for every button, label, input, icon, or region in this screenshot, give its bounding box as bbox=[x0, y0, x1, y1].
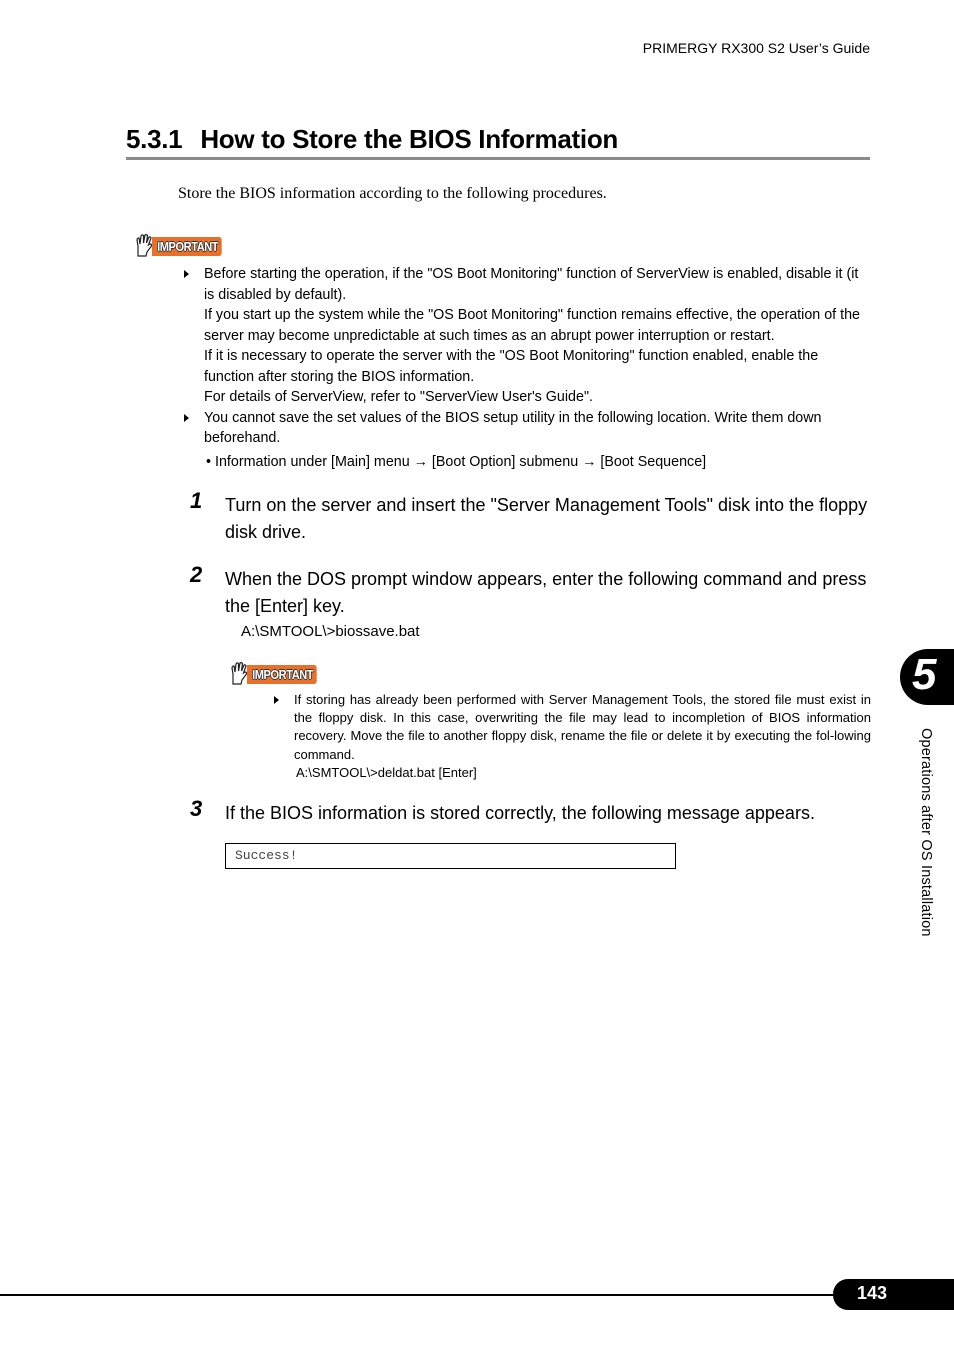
important-notes bbox=[270, 691, 871, 782]
header-guide-title: PRIMERGY RX300 S2 User’s Guide bbox=[642, 40, 870, 56]
triangle-bullet-icon bbox=[184, 270, 189, 278]
important-badge bbox=[134, 234, 234, 258]
note-line: Before starting the operation, if the "OS Boot Monitoring" function of ServerView is enabled, disable it (it is disabled by default). bbox=[204, 266, 859, 303]
list-item bbox=[180, 408, 870, 449]
step-number: 1 bbox=[190, 488, 203, 513]
section-number: 5.3.1 bbox=[126, 124, 183, 154]
sub-list-item: • Information under [Main] menu → [Boot Option] submenu → [Boot Sequence] bbox=[206, 453, 707, 470]
step-number: 2 bbox=[190, 562, 203, 587]
hand-icon bbox=[134, 234, 154, 258]
page-number: 143 bbox=[857, 1283, 888, 1303]
step-number: 3 bbox=[190, 796, 203, 821]
intro-text: Store the BIOS information according to the following procedures. bbox=[178, 185, 607, 202]
note-line: If storing has already been performed with Server Management Tools, the stored file must exist in the floppy disk. In this case, overwriting the file may lead to incompletion of BIOS information recovery. Move the file to another floppy disk, rename the file or delete it by executing the fol-lowing command. bbox=[294, 692, 871, 762]
section-heading bbox=[126, 124, 870, 160]
note-line: If it is necessary to operate the server with the "OS Boot Monitoring" function enabled, enable the function after storing the BIOS information. bbox=[204, 348, 819, 385]
chapter-number: 5 bbox=[912, 650, 937, 699]
important-label: IMPORTANT bbox=[152, 237, 222, 256]
section-title: How to Store the BIOS Information bbox=[200, 124, 618, 154]
page-number-badge bbox=[833, 1279, 954, 1310]
triangle-bullet-icon bbox=[184, 414, 189, 422]
command-text: A:\SMTOOL\>biossave.bat bbox=[241, 623, 420, 640]
list-item bbox=[180, 264, 870, 408]
step-text: If the BIOS information is stored correctly, the following message appears. bbox=[225, 803, 815, 823]
step-3 bbox=[190, 796, 870, 827]
note-line: If you start up the system while the "OS Boot Monitoring" function remains effective, the operation of the server may become unpredictable at such times as an abrupt power interruption or restart. bbox=[204, 307, 860, 344]
footer-rule bbox=[0, 1294, 954, 1296]
list-item bbox=[270, 691, 871, 782]
step-2 bbox=[190, 562, 870, 620]
triangle-bullet-icon bbox=[274, 696, 279, 704]
note-line: For details of ServerView, refer to "ServerView User's Guide". bbox=[204, 389, 593, 405]
step-1 bbox=[190, 488, 870, 546]
step-text: When the DOS prompt window appears, enter the following command and press the [Enter] key. bbox=[225, 569, 867, 616]
important-badge bbox=[229, 662, 329, 686]
important-label: IMPORTANT bbox=[247, 665, 317, 684]
chapter-title: Operations after OS Installation bbox=[918, 728, 934, 937]
message-box: Success! bbox=[225, 843, 676, 869]
hand-icon bbox=[229, 662, 249, 686]
important-notes bbox=[180, 264, 870, 472]
command-text: A:\SMTOOL\>deldat.bat [Enter] bbox=[296, 764, 477, 780]
step-text: Turn on the server and insert the "Server Management Tools" disk into the floppy disk drive. bbox=[225, 495, 868, 542]
chapter-tab bbox=[900, 649, 954, 705]
note-line: You cannot save the set values of the BIOS setup utility in the following location. Write them down beforehand. bbox=[204, 409, 822, 446]
